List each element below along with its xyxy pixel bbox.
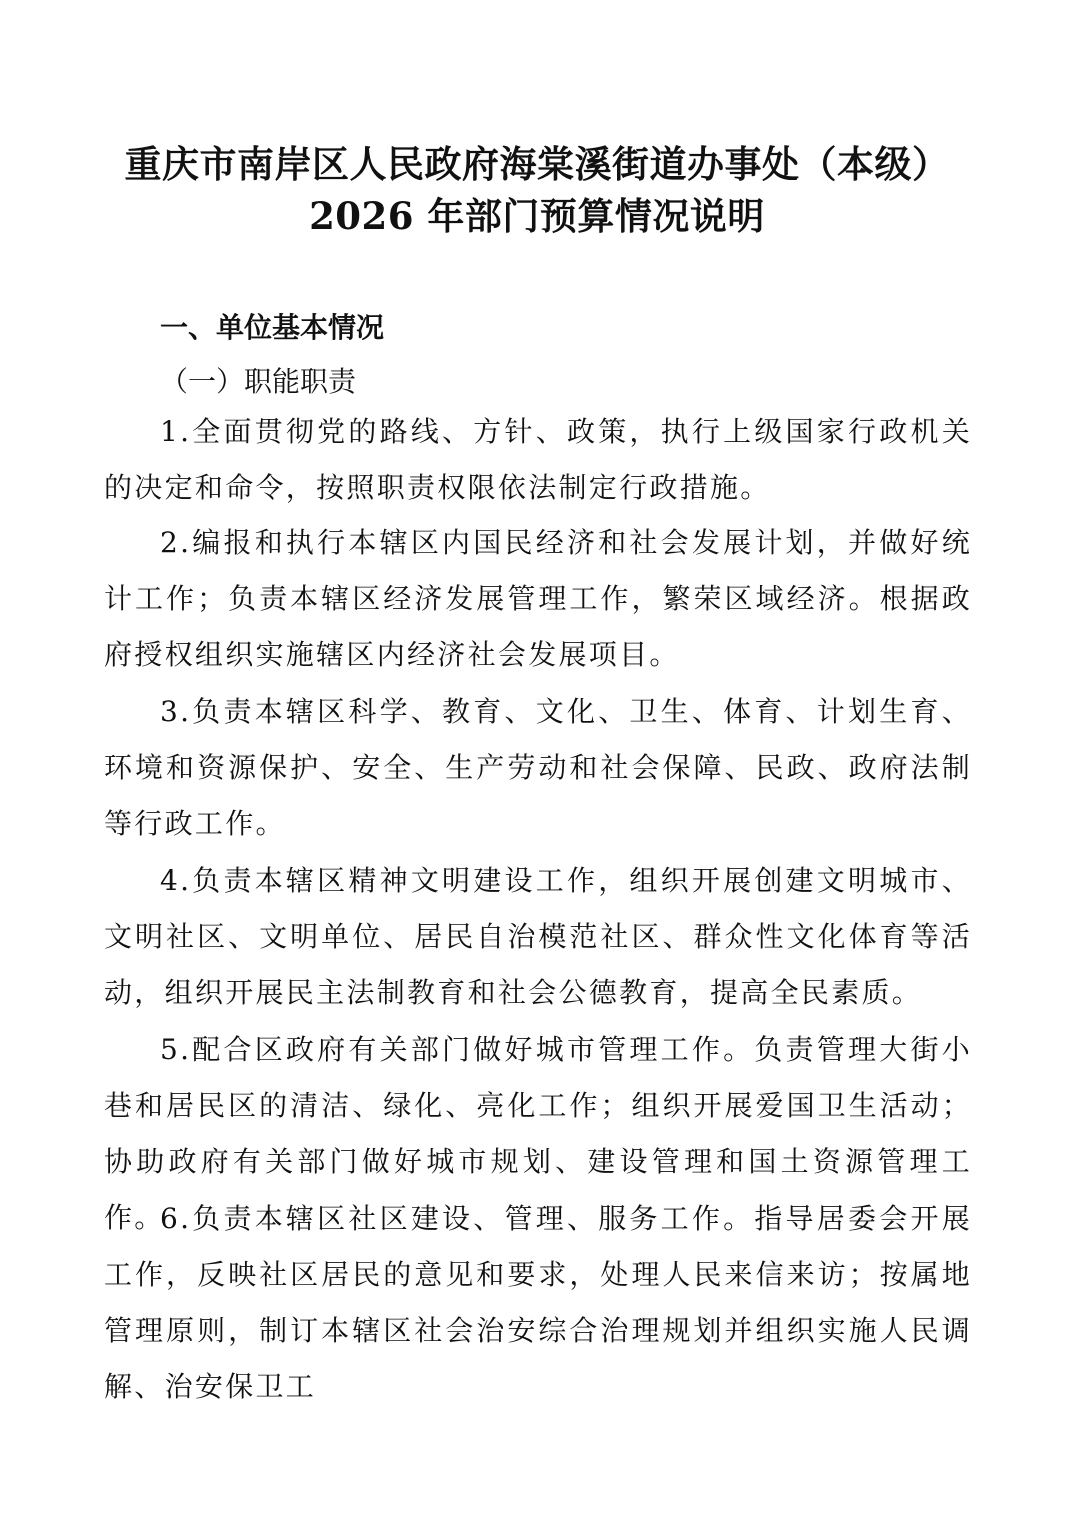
duty-paragraph-1: 1.全面贯彻党的路线、方针、政策，执行上级国家行政机关的决定和命令，按照职责权限依法制定行政措施。	[104, 415, 972, 504]
document-title-line1: 重庆市南岸区人民政府海棠溪街道办事处（本级）	[124, 142, 950, 186]
document-title-line2: 2026 年部门预算情况说明	[309, 194, 765, 238]
duty-paragraph-6: 6.负责本辖区社区建设、管理、服务工作。指导居委会开展工作，反映社区居民的意见和要求，处理人民来信来访；按属地管理原则，制订本辖区社会治安综合治理规划并组织实施人民调解、治安保卫工	[104, 1202, 972, 1403]
subsection-heading-duties: （一）职能职责	[160, 365, 357, 398]
duty-paragraph-3: 3.负责本辖区科学、教育、文化、卫生、体育、计划生育、环境和资源保护、安全、生产劳动和社会保障、民政、政府法制等行政工作。	[104, 695, 972, 840]
duty-paragraph-2: 2.编报和执行本辖区内国民经济和社会发展计划，并做好统计工作；负责本辖区经济发展管理工作，繁荣区域经济。根据政府授权组织实施辖区内经济社会发展项目。	[104, 526, 972, 671]
section-heading-unit-basic-info: 一、单位基本情况	[160, 311, 385, 344]
duty-paragraph-5: 5.配合区政府有关部门做好城市管理工作。负责管理大街小巷和居民区的清洁、绿化、亮化工作；组织开展爱国卫生活动；协助政府有关部门做好城市规划、建设管理和国土资源管理工作。	[104, 1033, 972, 1234]
duty-paragraph-4: 4.负责本辖区精神文明建设工作，组织开展创建文明城市、文明社区、文明单位、居民自治模范社区、群众性文化体育等活动，组织开展民主法制教育和社会公德教育，提高全民素质。	[104, 864, 972, 1009]
